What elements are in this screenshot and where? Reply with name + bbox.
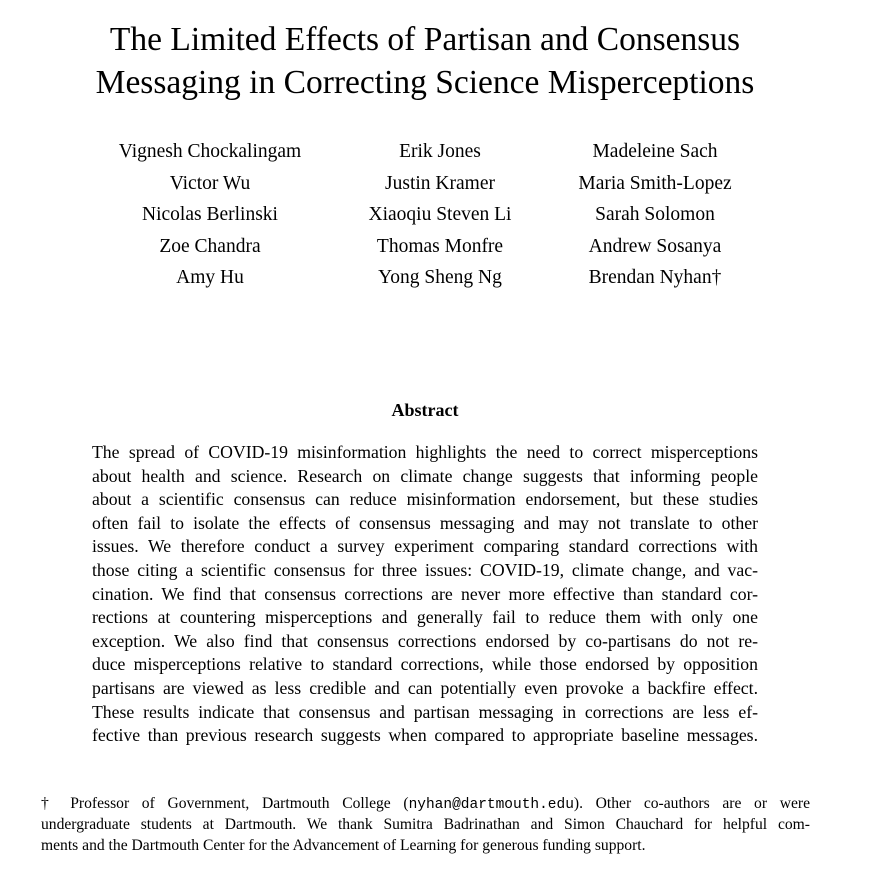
author-name: Nicolas Berlinski (142, 204, 278, 225)
author-name: Andrew Sosanya (588, 235, 722, 257)
abstract-line: about a scientific consensus can reduce misinformation endorsement, but these studies (92, 489, 758, 510)
author-name: Yong Sheng Ng (378, 267, 502, 288)
footnote (41, 793, 810, 856)
footnote-line-1 (41, 793, 810, 814)
abstract-line: duce misperceptions relative to standard corrections, while those endorsed by opposition (92, 654, 758, 675)
abstract-line: The spread of COVID-19 misinformation highlights the need to correct misperceptions (92, 442, 758, 462)
author-name: Xiaoqiu Steven Li (368, 204, 512, 225)
footnote-note: ). Other co-authors are or were (573, 795, 810, 812)
author-column-3 (505, 136, 805, 294)
author-name: Erik Jones (399, 141, 481, 162)
footnote-line-3: ments and the Dartmouth Center for the Advancement of Learning for generous funding support. (41, 837, 646, 854)
author-name: Maria Smith-Lopez (578, 172, 732, 194)
paper-title (0, 18, 850, 104)
title-line-2: Messaging in Correcting Science Misperceptions (95, 64, 755, 101)
author-email: nyhan@dartmouth.edu (408, 797, 574, 813)
abstract-line: These results indicate that consensus and partisan messaging in corrections are less ef- (92, 701, 758, 722)
author-name: Vignesh Chockalingam (118, 141, 302, 162)
author-name: Thomas Monfre (376, 235, 504, 257)
abstract-line: about health and science. Research on climate change suggests that informing people (92, 465, 758, 486)
abstract-line: exception. We also find that consensus corrections endorsed by co-partisans do not re- (92, 630, 758, 651)
abstract-line: partisans are viewed as less credible and can potentially even provoke a backfire effect. (92, 677, 758, 698)
footnote-line-2: undergraduate students at Dartmouth. We thank Sumitra Badrinathan and Simon Chauchard for helpful com- (41, 816, 810, 833)
abstract-line: those citing a scientific consensus for three issues: COVID-19, climate change, and vac- (92, 559, 758, 580)
author-name: Sarah Solomon (595, 204, 715, 225)
author-name: Justin Kramer (385, 172, 495, 194)
author-name: Zoe Chandra (159, 235, 261, 257)
abstract-line: issues. We therefore conduct a survey experiment comparing standard corrections with (92, 536, 758, 557)
abstract-line: cination. We find that consensus corrections are never more effective than standard cor- (92, 583, 758, 604)
author-name: Amy Hu (176, 267, 244, 288)
title-line-1: The Limited Effects of Partisan and Consensus (109, 21, 741, 58)
abstract-line: rections at countering misperceptions and generally fail to reduce them with only one (92, 607, 758, 628)
abstract-body (92, 441, 758, 748)
author-name: Madeleine Sach (592, 141, 718, 162)
author-name: Brendan Nyhan† (588, 267, 722, 288)
abstract-line: fective than previous research suggests when compared to appropriate baseline messages. (92, 725, 758, 746)
abstract-line: often fail to isolate the effects of consensus messaging and may not translate to other (92, 512, 758, 533)
abstract-heading: Abstract (391, 400, 459, 420)
author-name: Victor Wu (169, 172, 251, 194)
footnote-affiliation: † Professor of Government, Dartmouth College ( (41, 795, 409, 812)
